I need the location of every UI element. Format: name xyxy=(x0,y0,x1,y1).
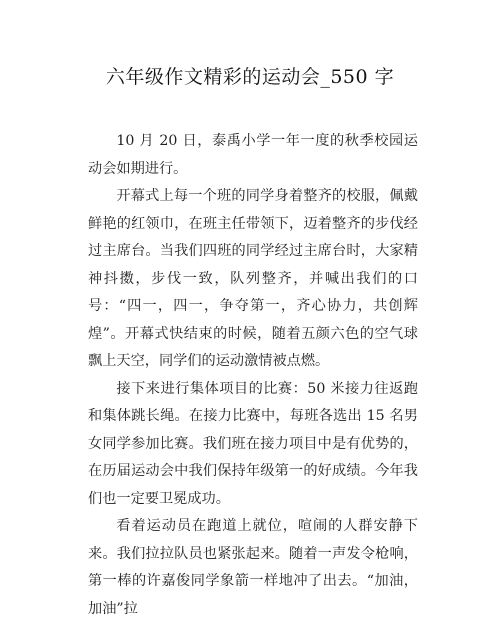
paragraph: 接下来进行集体项目的比赛：50 米接力往返跑和集体跳长绳。在接力比赛中，每班各选出 15 名男女同学参加比赛。我们班在接力项目中是有优势的，在历届运动会中我们保持年级第一的好成绩。今年我们也一定要卫冕成功。 xyxy=(88,380,418,507)
document-title: 六年级作文精彩的运动会_550 字 xyxy=(105,66,395,88)
paragraph: 看着运动员在跑道上就位，喧闹的人群安静下来。我们拉拉队员也紧张起来。随着一声发令枪响，第一棒的许嘉俊同学象箭一样地冲了出去。“加油，加油”拉 xyxy=(88,518,418,617)
paragraph: 10 月 20 日，泰禹小学一年一度的秋季校园运动会如期进行。 xyxy=(88,133,418,177)
paragraph: 开幕式上每一个班的同学身着整齐的校服，佩戴鲜艳的红领巾，在班主任带领下，迈着整齐的步伐经过主席台。当我们四班的同学经过主席台时，大家精神抖擞，步伐一致，队列整齐，并喊出我们的口号：“四一，四一，争夺第一，齐心协力，共创辉煌”。开幕式快结束的时候，随着五颜六色的空气球飘上天空，同学们的运动激情被点燃。 xyxy=(88,188,418,369)
document-body xyxy=(88,128,418,623)
